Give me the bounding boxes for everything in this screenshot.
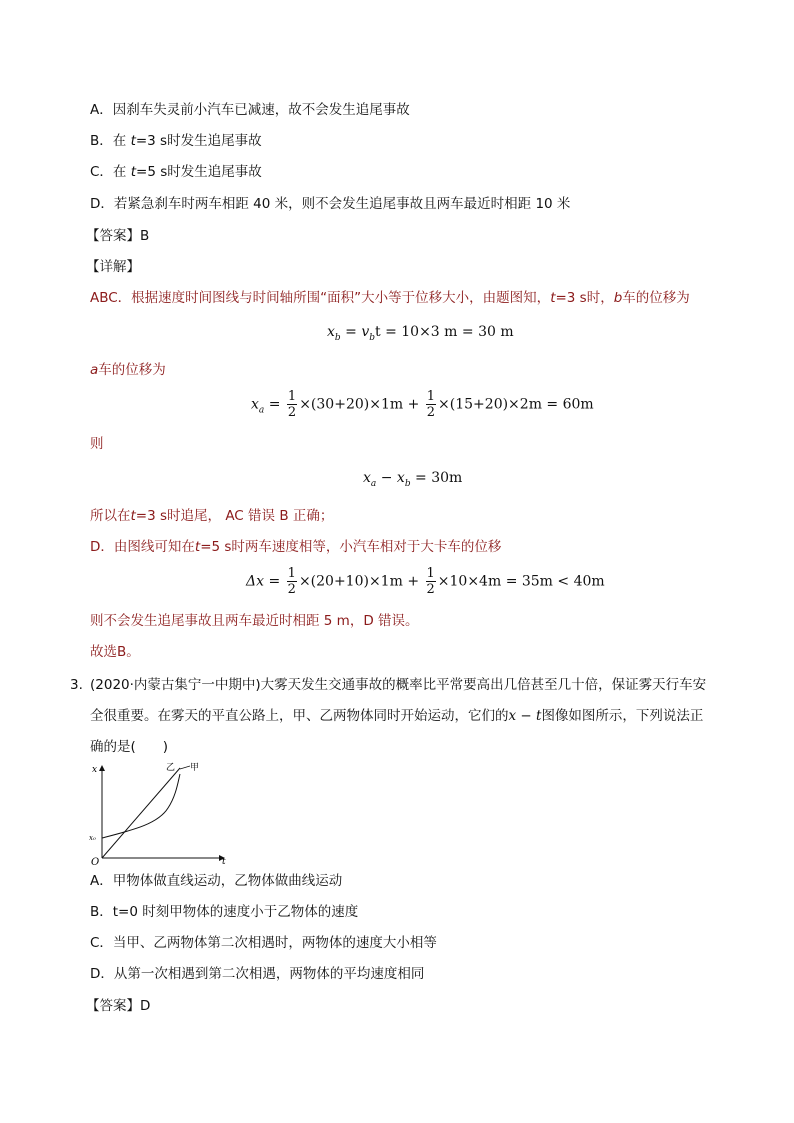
then-label: 则 [90,436,104,452]
q3-option-d: D．从第一次相遇到第二次相遇，两物体的平均速度相同 [90,966,425,982]
equation-xb: $x_b = v_bt = 10\times 3$ m = 30 m [327,324,514,343]
label-jia: 甲 [190,763,200,773]
a-displacement-label: a车的位移为 [90,362,166,378]
q3-number: 3. [70,677,83,693]
equation-difference: $x_a - x_b = 30m$ [363,470,463,489]
xt-graph [88,760,238,865]
q3-stem-line1: (2020·内蒙古集宁一中期中)大雾天发生交通事故的概率比平常要高出几倍甚至几十倍，保证雾天行车安 [90,677,707,693]
q3-option-c: C．当甲、乙两物体第二次相遇时，两物体的速度大小相等 [90,935,437,951]
final-choice: 故选B。 [90,644,140,660]
x0-label: x₀ [89,834,96,842]
q2-abc-explanation: ABC．根据速度时间图线与时间轴所围“面积”大小等于位移大小，由题图知，t=3 s时，b车的位移为 [90,290,690,306]
q3-option-b: B．t=0 时刻甲物体的速度小于乙物体的速度 [90,904,359,920]
q2-option-d: D．若紧急刹车时两车相距 40 米，则不会发生追尾事故且两车最近时相距 10 米 [90,196,571,212]
line-yi [102,768,180,858]
x-axis-label: t [222,857,226,865]
q3-stem-line3: 确的是( ) [90,739,169,755]
equation-xa: $x_a$ = $\frac{1}{2}$ ×(30+20)×1m + $\frac{1}{2}$ ×(15+20)×2m = 60m [251,389,594,420]
q3-stem-line2: 全很重要。在雾天的平直公路上，甲、乙两物体同时开始运动，它们的x − t图像如图所示，下列说法正 [90,708,704,724]
q2-option-a: A．因刹车失灵前小汽车已减速，故不会发生追尾事故 [90,102,410,118]
q3-option-a: A．甲物体做直线运动，乙物体做曲线运动 [90,873,343,889]
q2-detail-label: 【详解】 [86,259,140,275]
origin-label: O [91,857,100,865]
jia-pointer [180,766,190,769]
q3-answer: 【答案】D [86,998,151,1014]
d-conclusion: 则不会发生追尾事故且两车最近时相距 5 m，D 错误。 [90,613,419,629]
conclusion-abc: 所以在t=3 s时追尾， AC 错误 B 正确； [90,508,334,524]
equation-delta-x: Δx = $\frac{1}{2}$ ×(20+10)×1m + $\frac{1}{2}$ ×10×4m = 35m < 40m [246,566,605,597]
q2-option-b: B．在 t=3 s时发生追尾事故 [90,133,262,149]
y-axis-label: x [92,765,98,775]
label-yi: 乙 [166,763,176,773]
curve-jia [102,774,180,838]
q2-answer: 【答案】B [86,228,150,244]
q2-option-c: C．在 t=5 s时发生追尾事故 [90,164,262,180]
q2-d-explanation: D．由图线可知在t=5 s时两车速度相等，小汽车相对于大卡车的位移 [90,539,502,555]
